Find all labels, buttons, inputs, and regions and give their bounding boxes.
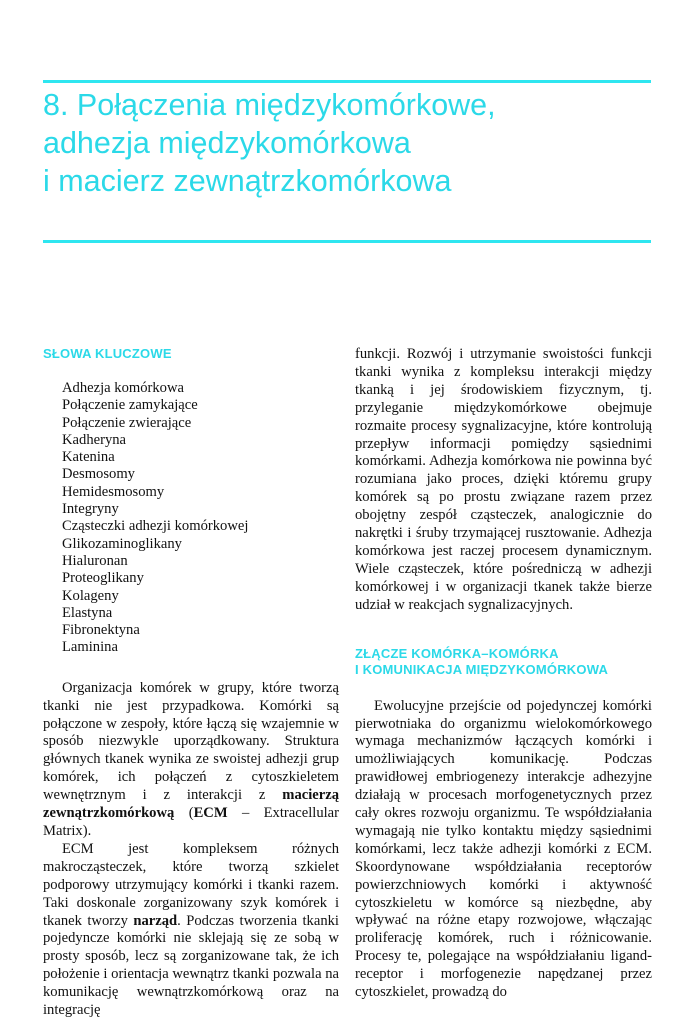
- intro-p2-text-a: ECM jest kompleksem różnych makrocząsteczek, które tworzą szkielet podporowy utrzymujący komórki i tkanki razem. Taki doskonale zorganizowany szyk komórek i tkanek tworzy: [43, 840, 339, 929]
- intro-p2-text-b: . Podczas tworzenia tkanki pojedyncze komórki nie sklejają się ze sobą w prosty sposób, lecz są zorganizowane tak, że ich położenie i orientacja wewnątrz tkanki pozwala na komunikację wewnątrzkomórkową oraz na integrację: [43, 912, 339, 1019]
- intro-paragraph-1: [43, 680, 339, 841]
- chapter-title: [43, 86, 653, 200]
- keywords-list: [43, 380, 339, 657]
- keyword-item: Połączenie zwierające: [62, 414, 192, 431]
- keyword-item: Kadheryna: [62, 431, 127, 448]
- right-column: [355, 346, 652, 1002]
- keyword-item: Proteoglikany: [62, 570, 144, 587]
- keyword-item: Adhezja komórkowa: [62, 380, 184, 396]
- keyword-item: Fibronektyna: [62, 622, 140, 639]
- keyword-item: Laminina: [62, 639, 118, 656]
- intro-p1-text-c: – Extracellular Matrix).: [43, 805, 340, 839]
- term-ecm-abbr: ECM: [193, 805, 228, 822]
- keyword-item: Hialuronan: [62, 552, 128, 569]
- intro-paragraph-2: [43, 841, 339, 1020]
- intro-p1-text-b: (: [174, 805, 194, 822]
- top-rule: [43, 80, 651, 83]
- term-ecm-full: macierzą zewnątrzkomórkową: [43, 787, 339, 822]
- keyword-item: Glikozaminoglikany: [62, 535, 182, 552]
- intro-paragraph-3: funkcji. Rozwój i utrzymanie swoistości funkcji tkanki wynika z kompleksu interakcji między tkanką i jej środowiskiem fizycznym, tj. przyleganie międzykomórkowe obejmuje rozmaite procesy sygnalizacyjne, które kontrolują przepływ informacji pomiędzy sąsiednimi komórkami. Adhezja komórkowa nie powinna być rozumiana jako proces, dzięki któremu grupy komórek są po prostu związane razem przez obojętny zespół cząsteczek, analogicznie do nakrętki i śruby trzymającej rusztowanie. Adhezja komórkowa jest raczej procesem dynamicznym. Wiele cząsteczek, które pośredniczą w adhezji komórkowej i w organizacji tkanek także bierze udział w reakcjach sygnalizacyjnych.: [355, 346, 652, 613]
- chapter-title-line-2: adhezja międzykomórkowa: [43, 126, 411, 160]
- keyword-item: Integryny: [62, 501, 119, 518]
- keyword-item: Hemidesmosomy: [62, 483, 165, 500]
- keyword-item: Połączenie zamykające: [62, 397, 198, 414]
- chapter-title-line-1: 8. Połączenia międzykomórkowe,: [43, 88, 496, 122]
- chapter-title-line-3: i macierz zewnątrzkomórkowa: [43, 164, 452, 198]
- section-paragraph-1: Ewolucyjne przejście od pojedynczej komórki pierwotniaka do organizmu wielokomórkowego wymaga mechanizmów łączących komórki i umożliwiających komunikację. Podczas prawidłowej embriogenezy interakcje adhezyjne działają w procesach morfogenetycznych przez cały okres rozwoju organizmu. Te współdziałania wymagają nie tylko kontaktu między sąsiednimi komórkami, lecz także adhezji komórki z ECM. Skoordynowane współdziałania receptorów powierzchniowych komórki i aktywność cytoszkieletu w komórce są niezbędne, aby wpływać na różne etapy rozwojowe, włączając proliferację komórek, ruch i różnicowanie. Procesy te, polegające na współdziałaniu ligand-receptor i morfogenezie napędzanej przez cytoszkielet, prowadzą do: [355, 697, 652, 1001]
- section-heading: [355, 646, 652, 678]
- keyword-item: Desmosomy: [62, 466, 135, 483]
- bottom-rule: [43, 240, 651, 243]
- keywords-heading: SŁOWA KLUCZOWE: [43, 346, 172, 361]
- keyword-item: Kolageny: [62, 587, 119, 604]
- left-column: [43, 346, 339, 1020]
- keyword-item: Katenina: [62, 449, 115, 466]
- section-heading-line-1: ZŁĄCZE KOMÓRKA–KOMÓRKA: [355, 645, 559, 661]
- section-heading-line-2: I KOMUNIKACJA MIĘDZYKOMÓRKOWA: [355, 661, 609, 677]
- term-narzad: narząd: [133, 912, 178, 929]
- keyword-item: Cząsteczki adhezji komórkowej: [62, 518, 249, 535]
- keyword-item: Elastyna: [62, 604, 113, 621]
- intro-p1-text-a: Organizacja komórek w grupy, które tworzą tkanki nie jest przypadkowa. Komórki są połączone w zespoły, które łączą się wzajemnie w sposób niezwykle uporządkowany. Struktura głównych tkanek wynika ze swoistej adhezji grup komórek, ich połączeń z cytoszkieletem wewnętrznym i z interakcji z: [43, 679, 339, 804]
